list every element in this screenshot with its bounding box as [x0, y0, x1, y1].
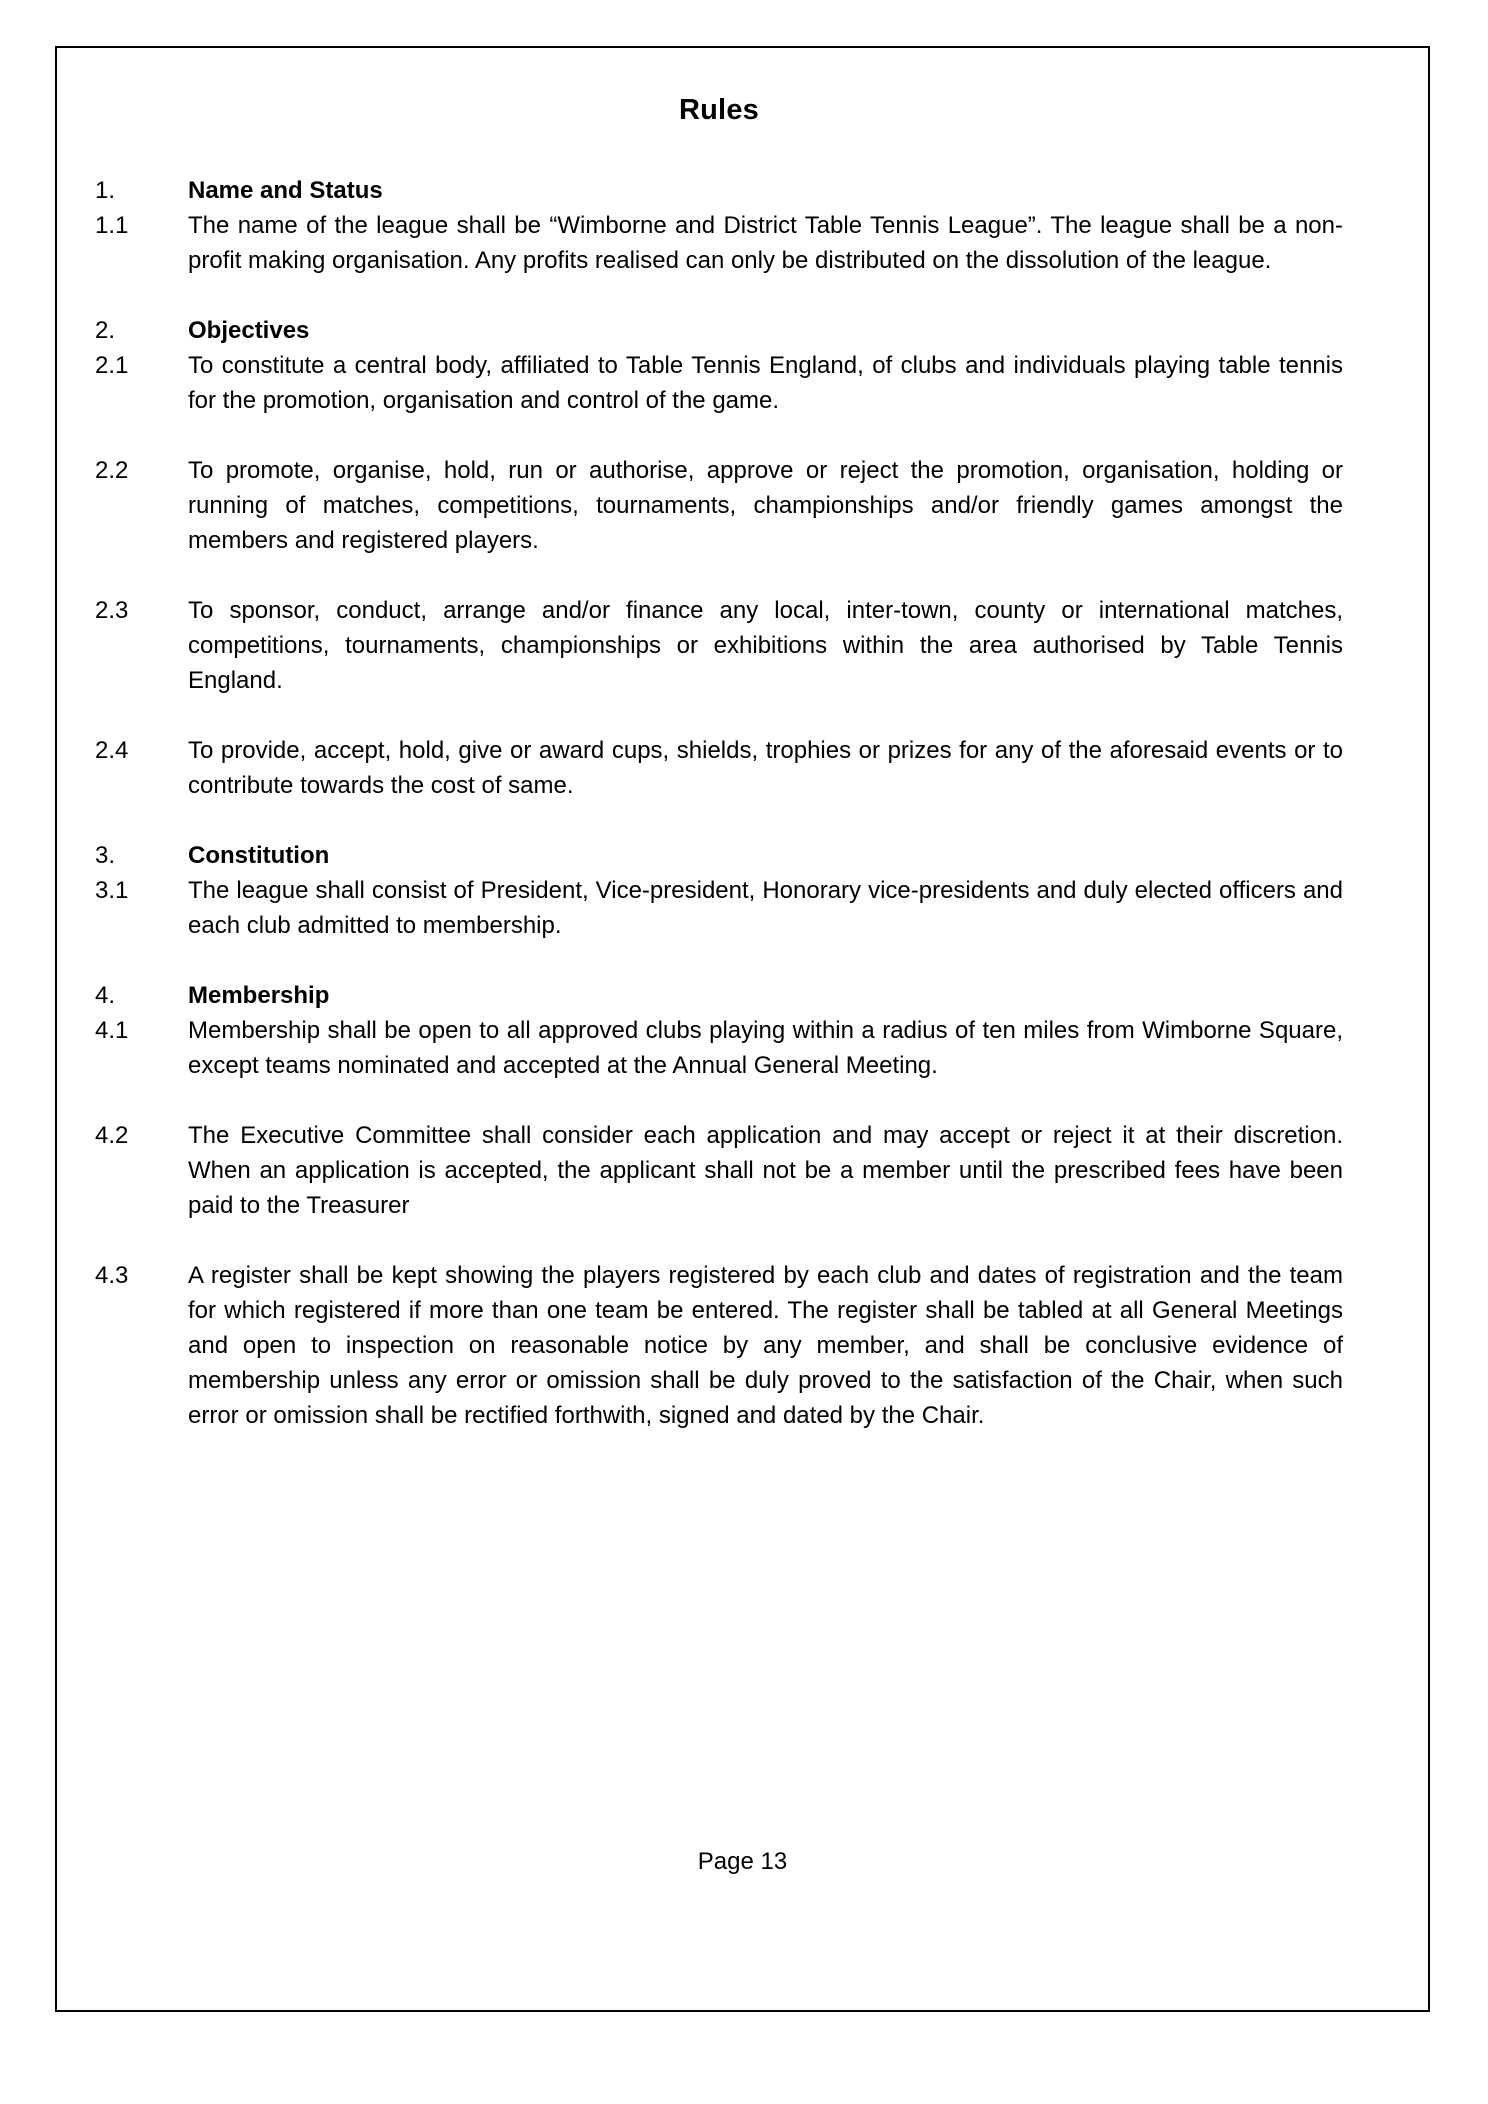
rules-section — [95, 173, 1343, 278]
clause-row — [95, 1258, 1343, 1433]
clause-text: The Executive Committee shall consider each application and may accept or reject it at their discretion. When an application is accepted, the applicant shall not be a member until the prescribed fees have been paid to the Treasurer — [188, 1122, 1343, 1219]
section-heading: Objectives — [188, 317, 310, 344]
clause-text: The name of the league shall be “Wimborne and District Table Tennis League”. The league shall be a non-profit making organisation. Any profits realised can only be distributed on the dissolution of the league. — [188, 212, 1343, 274]
clause-text: To sponsor, conduct, arrange and/or finance any local, inter-town, county or international matches, competitions, tournaments, championships or exhibitions within the area authorised by Table Tennis England. — [188, 597, 1343, 694]
section-spacer — [95, 943, 1343, 978]
clause-number: 2.1 — [95, 352, 129, 379]
clause-text: A register shall be kept showing the players registered by each club and dates of registration and the team for which registered if more than one team be entered. The register shall be tabled at all General Meetings and open to inspection on reasonable notice by any member, and shall be conclusive evidence of membership unless any error or omission shall be duly proved to the satisfaction of the Chair, when such error or omission shall be rectified forthwith, signed and dated by the Chair. — [188, 1262, 1343, 1429]
clause-number: 4.3 — [95, 1262, 129, 1289]
clause-text: Membership shall be open to all approved clubs playing within a radius of ten miles from Wimborne Square, except teams nominated and accepted at the Annual General Meeting. — [188, 1017, 1343, 1079]
section-heading-row — [95, 173, 1343, 208]
clause-row — [95, 348, 1343, 418]
clause-number: 3.1 — [95, 877, 129, 904]
section-heading: Membership — [188, 982, 330, 1009]
page-title: Rules — [679, 94, 759, 126]
section-number: 3. — [95, 842, 116, 869]
page-footer: Page 13 — [697, 1848, 788, 1875]
section-number: 2. — [95, 317, 116, 344]
section-heading-row — [95, 313, 1343, 348]
clause-number: 1.1 — [95, 212, 129, 239]
section-spacer — [95, 278, 1343, 313]
clause-row — [95, 733, 1343, 803]
rules-section — [95, 838, 1343, 943]
clause-number: 2.3 — [95, 597, 129, 624]
section-heading-row — [95, 978, 1343, 1013]
section-heading: Name and Status — [188, 177, 383, 204]
clause-row — [95, 453, 1343, 558]
clause-text: To constitute a central body, affiliated to Table Tennis England, of clubs and individuals playing table tennis for the promotion, organisation and control of the game. — [188, 352, 1343, 414]
clause-number: 2.2 — [95, 457, 129, 484]
page-content — [95, 94, 1343, 1433]
clause-number: 2.4 — [95, 737, 129, 764]
rules-section — [95, 978, 1343, 1433]
clause-text: To provide, accept, hold, give or award cups, shields, trophies or prizes for any of the aforesaid events or to contribute towards the cost of same. — [188, 737, 1343, 799]
clause-row — [95, 1118, 1343, 1223]
clause-text: To promote, organise, hold, run or authorise, approve or reject the promotion, organisation, holding or running of matches, competitions, tournaments, championships and/or friendly games amongst the members and registered players. — [188, 457, 1343, 554]
clause-number: 4.1 — [95, 1017, 129, 1044]
clause-text: The league shall consist of President, Vice-president, Honorary vice-presidents and duly elected officers and each club admitted to membership. — [188, 877, 1343, 939]
section-heading-row — [95, 838, 1343, 873]
section-heading: Constitution — [188, 842, 330, 869]
section-spacer — [95, 803, 1343, 838]
clause-row — [95, 1013, 1343, 1083]
section-number: 1. — [95, 177, 116, 204]
clause-number: 4.2 — [95, 1122, 129, 1149]
section-number: 4. — [95, 982, 116, 1009]
document-page — [55, 46, 1430, 2012]
clause-row — [95, 593, 1343, 698]
clause-row — [95, 208, 1343, 278]
clause-row — [95, 873, 1343, 943]
rules-section — [95, 313, 1343, 803]
